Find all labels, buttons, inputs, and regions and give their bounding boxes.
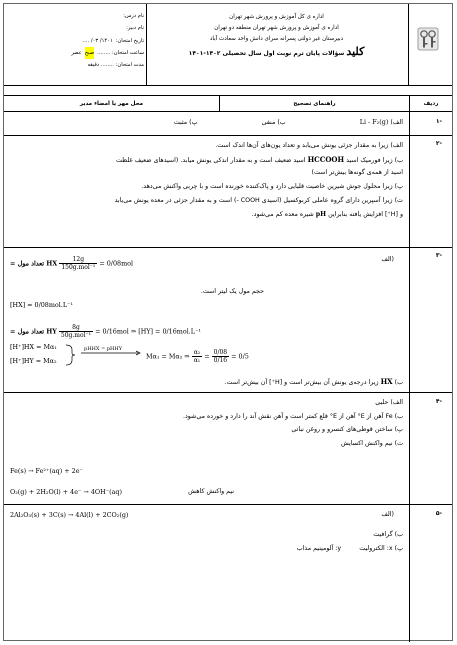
question-5-number: -۵ [435,510,442,517]
exam-header [4,4,452,86]
teacher-name-label: نام دبیر: [126,25,144,32]
q3-hx-concentration: [HX] = 0/08mol.L⁻¹ [10,301,74,309]
question-3-number: -۳ [435,252,442,259]
question-4-number: -۴ [435,398,442,405]
row-separator [4,135,452,136]
column-header-guide: راهنمای تصحیح [220,96,409,112]
exam-duration-label: مدت امتحان: ........ دقیقه [87,62,144,69]
q3-hy-moles: = تعداد مول HY $\frac{8g}{\text{50g.mol⁻¹}}$ = 0/16mol ⇒ [HY] = 0/16mol.L⁻¹ [10,324,201,339]
q3-eq-hy: [H⁺]HY = Mα₂ [10,357,57,365]
header-line-1: اداره ی کل آموزش و پرورش شهر تهران [229,14,324,20]
q5-reaction-equation: 2Al₂O₃(s) + 3C(s) → 4Al(l) + 2CO₂(g) [10,511,129,519]
row-separator [4,504,452,505]
answer-key-table [4,95,452,641]
exam-date-value: ۱۴۰۱/ ۰۳/ .... [82,37,113,44]
header-line-2: اداره ی آموزش و پرورش شهر تهران منطقه دو تهران [214,25,339,32]
exam-time-label: ساعت امتحان: ........ [97,49,144,56]
question-4-t: ت) نیم واکنش اکسایش [340,440,403,447]
question-2-a: الف) زیرا به مقدار جزئی یونش می‌یابد و تعداد یون‌های آن‌ها اندک است. [215,142,403,149]
q1-p-answer: پ) مثبت [173,119,198,126]
school-title-block [154,12,399,59]
question-2-b-line1: ب) زیرا فورمیک اسید HCCOOH اسید ضعیف است و به مقدار اندکی یونش میابد. (اسیدهای ضعیف غلظت [116,155,403,164]
q3-brace [64,344,76,366]
exam-time-highlight: صبح [85,47,94,59]
header-divider-right [408,4,409,86]
question-5-b: ب) گرافیت [373,531,403,538]
formic-acid-formula: HCCOOH [307,155,345,164]
exam-time-suffix: عصر [71,49,82,56]
question-5-p: پ) x: الکترولیت y: آلومینیم مذاب [296,545,403,552]
question-4-p: پ) ساختن قوطی‌های کنسرو و روغن نباتی [291,426,403,433]
q1-a-label: الف) [390,119,403,126]
question-4-a: الف) حلبی [375,399,403,406]
question-2-t-line1: ت) زیرا آسپرین دارای گروه عاملی کربوکسیل (اسیدی COOH -) است و به مقدار جزئی در معده یونش می‌یابد [114,197,403,204]
row-separator [4,247,452,248]
header-line-3: دبیرستان غیر دولتی پسرانه سرای دانش واحد سعادت آباد [209,36,344,43]
q4-reduction-note: نیم واکنش کاهش [188,488,234,495]
q5-a-label: (الف [381,511,394,518]
q1-a-formula: Li - F₂(g) [359,118,389,126]
exam-info-block [9,10,144,71]
q3-a-label: (الف [381,256,394,263]
q3-ratio: Mα₁ = Mα₂ ⇒ $\frac{\text{α₂}}{\text{α₁}}$ = $\frac{0/08}{0/16}$ = 0/5 [146,349,249,364]
question-4-b: ب) Fe آهن از E° آهن از E° قلع کمتر است و آهن نقش آند را دارد و خورده می‌شود. [183,413,403,420]
question-1-answer [8,117,403,128]
header-divider-left [146,4,147,86]
q3-eq-hx: [H⁺]HX = Mα₁ [10,343,57,351]
course-name-label: نام درس: [123,13,144,19]
q4-oxidation-equation: Fe(s) → Fe²⁺(aq) + 2e⁻ [10,467,83,475]
q4-reduction-equation: O₂(g) + 2H₂O(l) + 4e⁻ → 4OH⁻(aq) [10,488,122,496]
column-header-row: ردیف [410,96,452,112]
q3-hx-moles: = تعداد مول HX $\frac{12g}{\text{150g.mol⁻¹}}$ = 0/08mol [10,256,134,271]
answer-key-title: کلید [346,44,365,58]
exam-date-label: تاریخ امتحان: [115,37,144,44]
question-3-b: ب) HX زیرا درجه‌ی یونش آن بیش‌تر است و [H⁺] آن بیش‌تر است. [224,377,403,386]
header-line-4 [154,46,399,59]
question-2-b-line2: اسید از همه‌ی گونه‌ها بیش‌تر است) [311,169,403,176]
q1-b-answer: ب) منفی [261,119,286,126]
column-header-signature: محل مهر یا امضاء مدیر [4,96,219,112]
exam-term-title: سؤالات پایان ترم نوبت اول سال تحصیلی ۱۴۰۲-۱۴۰۱ [188,49,347,57]
question-2-number: -۲ [435,140,442,147]
q3-implies-arrow [80,350,142,356]
question-2-t-line2: و [H⁺] افزایش یافته بنابراین pH شیره معده کم می‌شود. [251,211,403,218]
row-number-column-line [409,96,410,642]
question-1-number: -۱ [435,118,442,125]
q3-volume-note: حجم مول یک لیتر است. [200,288,264,295]
q3-ph-condition: pHHX = pHHY [84,346,123,352]
row-separator [4,392,452,393]
exam-page [3,3,453,641]
school-logo-icon [416,26,440,52]
question-2-p: پ) زیرا محلول جوش شیرین خاصیت قلیایی دارد و پاک‌کننده خورنده است و با چربی واکنش می‌دهد. [141,183,403,190]
